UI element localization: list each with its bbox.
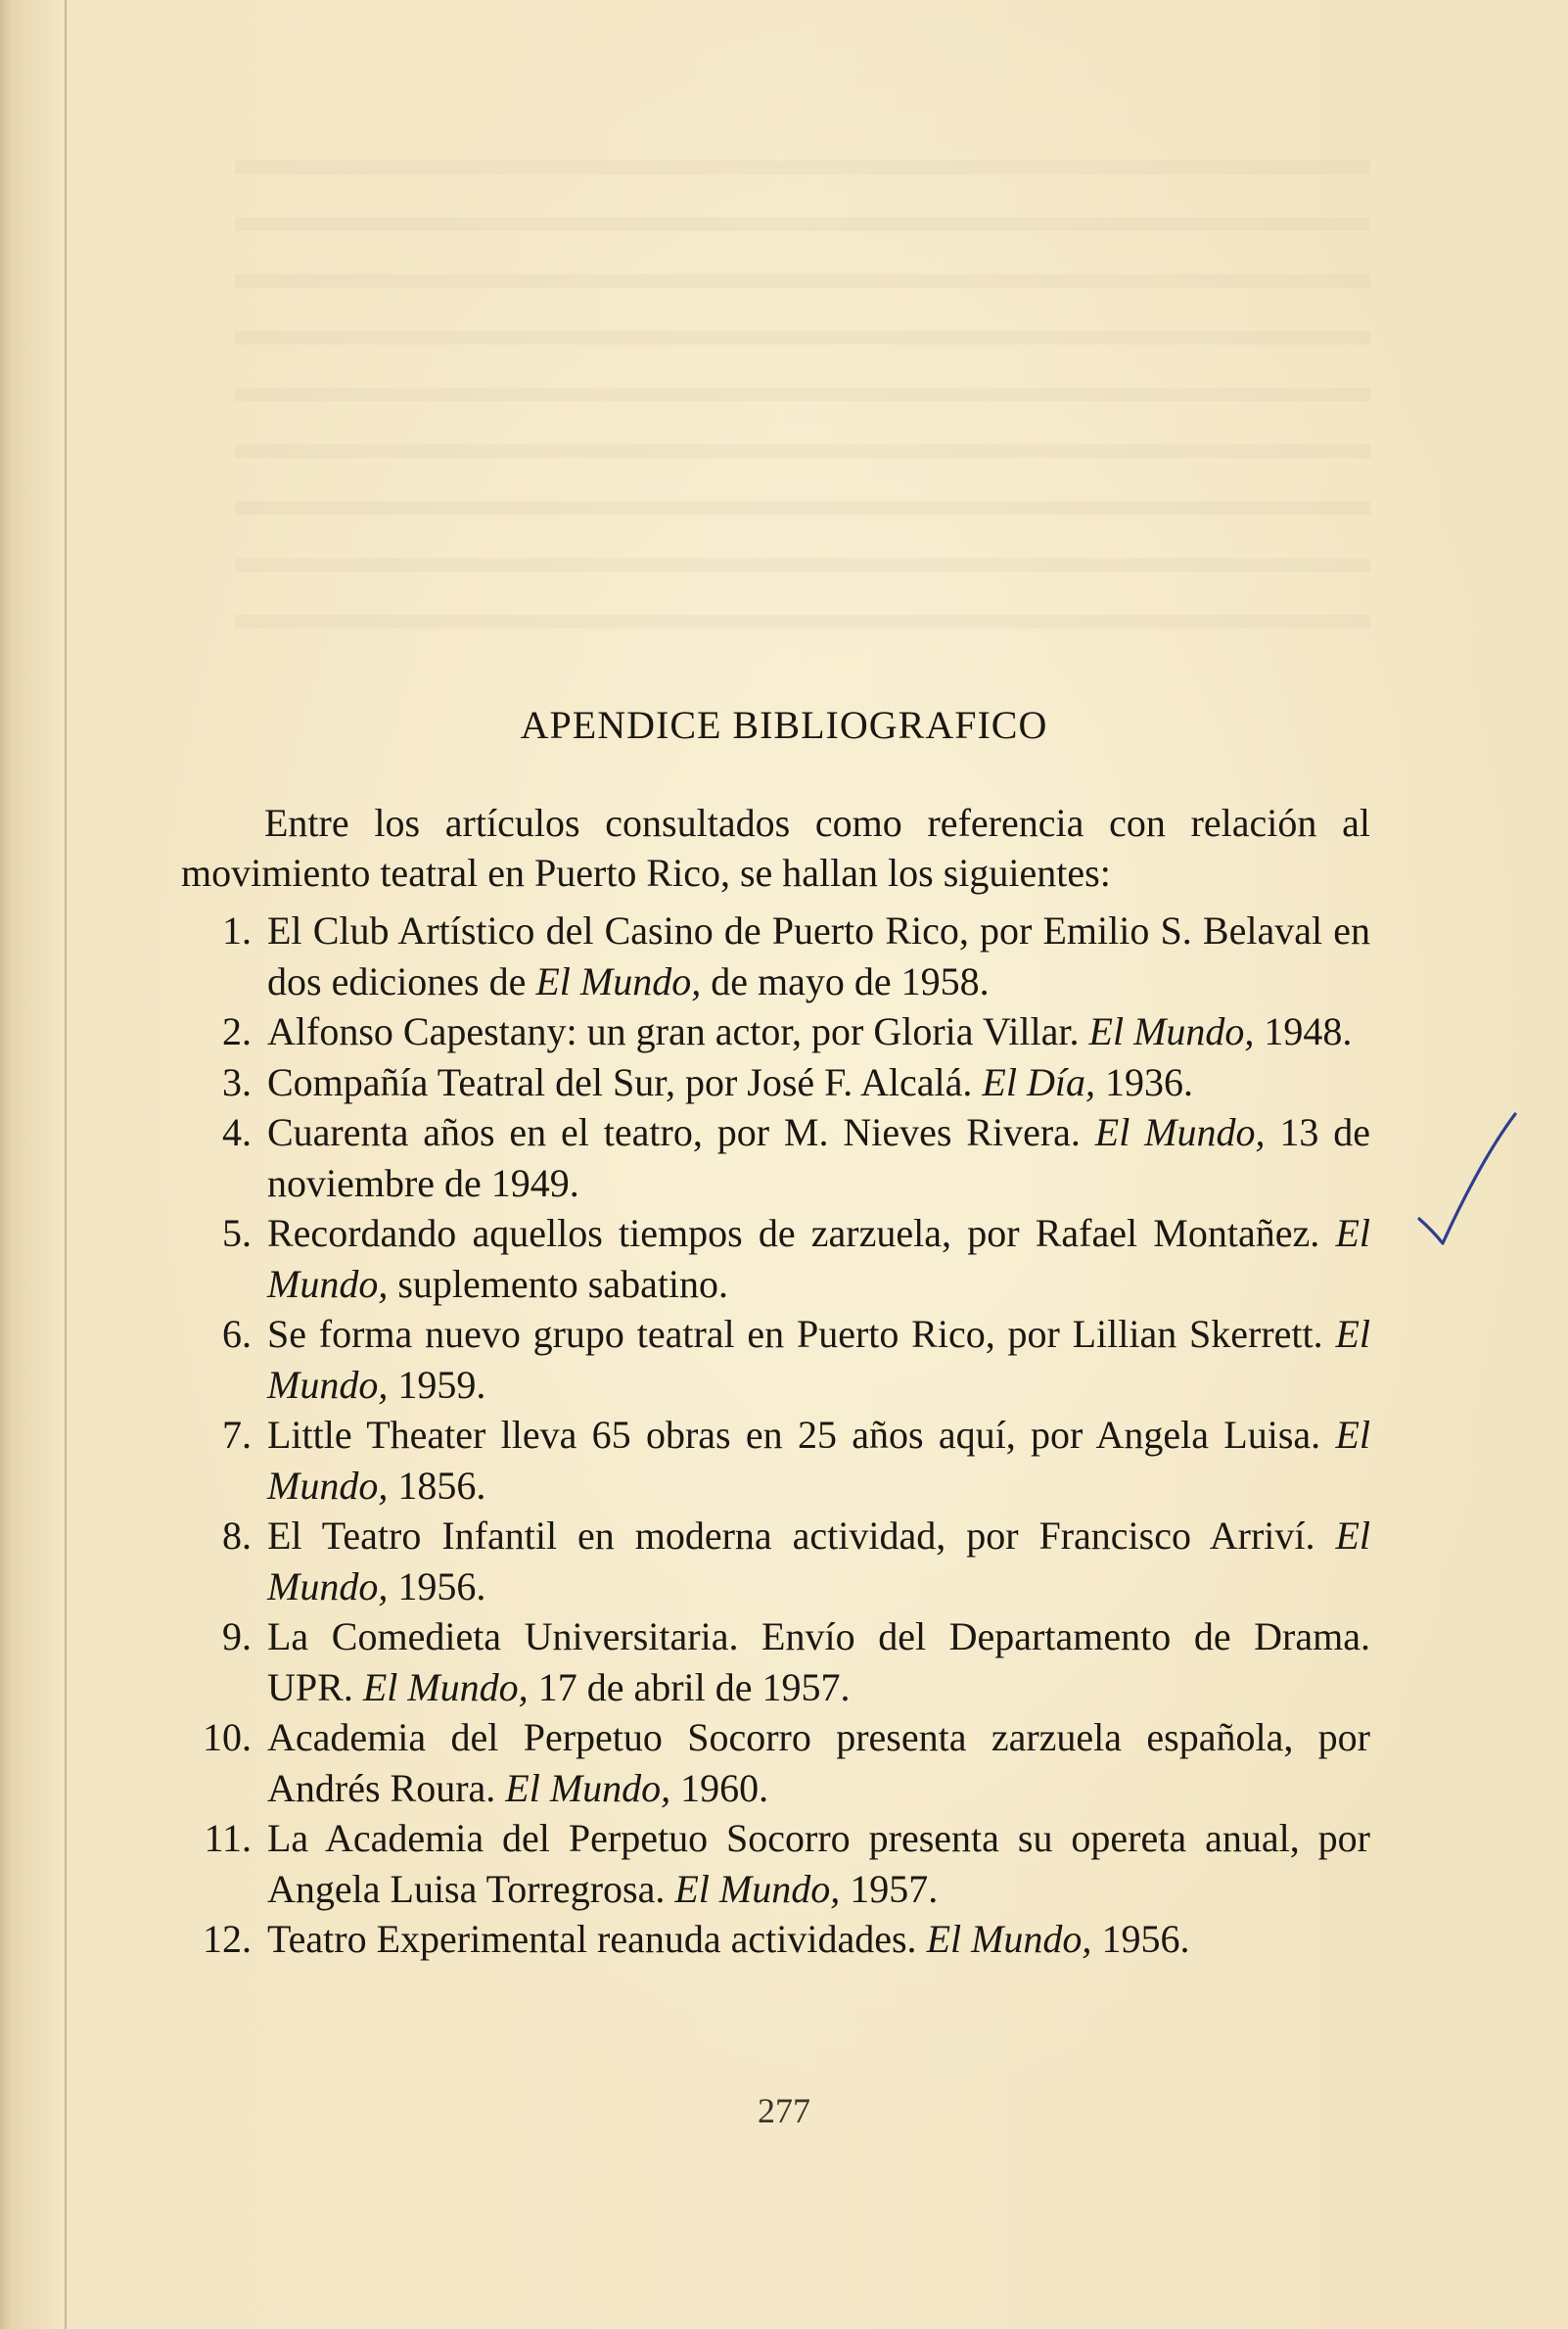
reference-number: 1. <box>222 908 252 953</box>
reference-date: suplemento sabatino. <box>388 1261 729 1306</box>
reference-number: 12. <box>203 1917 252 1961</box>
publication-name: El Mundo, <box>535 958 702 1003</box>
reference-number: 8. <box>222 1514 252 1558</box>
reference-date: 1948. <box>1254 1009 1353 1053</box>
publication-name: El Mundo, <box>267 1514 1370 1608</box>
publication-name: El Día, <box>982 1059 1095 1104</box>
reference-text: Cuarenta años en el teatro, por M. Nieves Rivera. <box>267 1110 1095 1154</box>
publication-name: El Mundo, <box>1088 1009 1255 1053</box>
reference-item-10 <box>181 1712 1370 1813</box>
reference-date: 1956. <box>388 1563 486 1608</box>
reference-item-1 <box>181 906 1370 1006</box>
reference-list <box>181 906 1370 1965</box>
publication-name: El Mundo, <box>1094 1110 1266 1154</box>
reference-number: 4. <box>222 1110 252 1154</box>
reference-item-6 <box>181 1309 1370 1410</box>
reference-text: Alfonso Capestany: un gran actor, por Gloria Villar. <box>267 1009 1089 1053</box>
reference-number: 9. <box>222 1614 252 1658</box>
reference-date: 1956. <box>1091 1917 1190 1961</box>
reference-text: El Club Artístico del Casino de Puerto Rico, por Emilio S. Belaval en dos ediciones de <box>267 908 1370 1003</box>
publication-name: El Mundo, <box>362 1664 529 1709</box>
checkmark-icon <box>1409 1106 1527 1282</box>
reference-item-3 <box>181 1057 1370 1108</box>
reference-date: de mayo de 1958. <box>701 958 990 1003</box>
reference-date: 13 de noviembre de 1949. <box>267 1110 1370 1205</box>
reference-text: Teatro Experimental reanuda actividades. <box>267 1917 927 1961</box>
reference-date: 17 de abril de 1957. <box>528 1664 851 1709</box>
reference-number: 11. <box>204 1816 252 1860</box>
publication-name: El Mundo, <box>267 1413 1370 1508</box>
reference-text: Recordando aquellos tiempos de zarzuela, por Rafael Montañez. <box>267 1211 1336 1255</box>
reference-text: La Comedieta Universitaria. Envío del Departamento de Drama. UPR. <box>267 1614 1370 1709</box>
publication-name: El Mundo, <box>505 1765 671 1810</box>
publication-name: El Mundo, <box>267 1312 1370 1407</box>
binding-edge-line <box>65 0 67 2329</box>
reference-text: La Academia del Perpetuo Socorro presenta su opereta anual, por Angela Luisa Torregrosa. <box>267 1816 1370 1911</box>
reference-date: 1936. <box>1094 1059 1193 1104</box>
reference-text: Compañía Teatral del Sur, por José F. Alcalá. <box>267 1059 983 1104</box>
reference-item-2 <box>181 1006 1370 1057</box>
reference-item-9 <box>181 1611 1370 1712</box>
reference-text: Se forma nuevo grupo teatral en Puerto Rico, por Lillian Skerrett. <box>267 1312 1336 1356</box>
reference-date: 1856. <box>388 1463 486 1508</box>
reference-item-5 <box>181 1208 1370 1309</box>
reference-text: Academia del Perpetuo Socorro presenta zarzuela española, por Andrés Roura. <box>267 1715 1370 1810</box>
page-number: 277 <box>758 2091 810 2130</box>
reference-date: 1960. <box>670 1765 769 1810</box>
reference-number: 2. <box>222 1009 252 1053</box>
publication-name: El Mundo, <box>926 1917 1092 1961</box>
reference-item-4 <box>181 1107 1370 1208</box>
bleed-through-text <box>235 117 1370 666</box>
reference-number: 10. <box>203 1715 252 1759</box>
reference-item-8 <box>181 1511 1370 1611</box>
binding-shadow <box>0 0 69 2329</box>
publication-name: El Mundo, <box>267 1211 1370 1306</box>
publication-name: El Mundo, <box>674 1866 841 1911</box>
reference-item-12 <box>181 1914 1370 1965</box>
reference-item-11 <box>181 1813 1370 1914</box>
page-title: APENDICE BIBLIOGRAFICO <box>520 703 1048 747</box>
reference-number: 5. <box>222 1211 252 1255</box>
reference-date: 1959. <box>388 1362 486 1407</box>
reference-item-7 <box>181 1410 1370 1511</box>
intro-paragraph: Entre los artículos consultados como referencia con relación al movimiento teatral en Puerto Rico, se hallan los siguientes: <box>181 801 1370 895</box>
reference-number: 7. <box>222 1413 252 1457</box>
reference-number: 6. <box>222 1312 252 1356</box>
reference-date: 1957. <box>840 1866 939 1911</box>
reference-number: 3. <box>222 1059 252 1104</box>
reference-text: El Teatro Infantil en moderna actividad, por Francisco Arriví. <box>267 1514 1336 1558</box>
reference-text: Little Theater lleva 65 obras en 25 años aquí, por Angela Luisa. <box>267 1413 1336 1457</box>
